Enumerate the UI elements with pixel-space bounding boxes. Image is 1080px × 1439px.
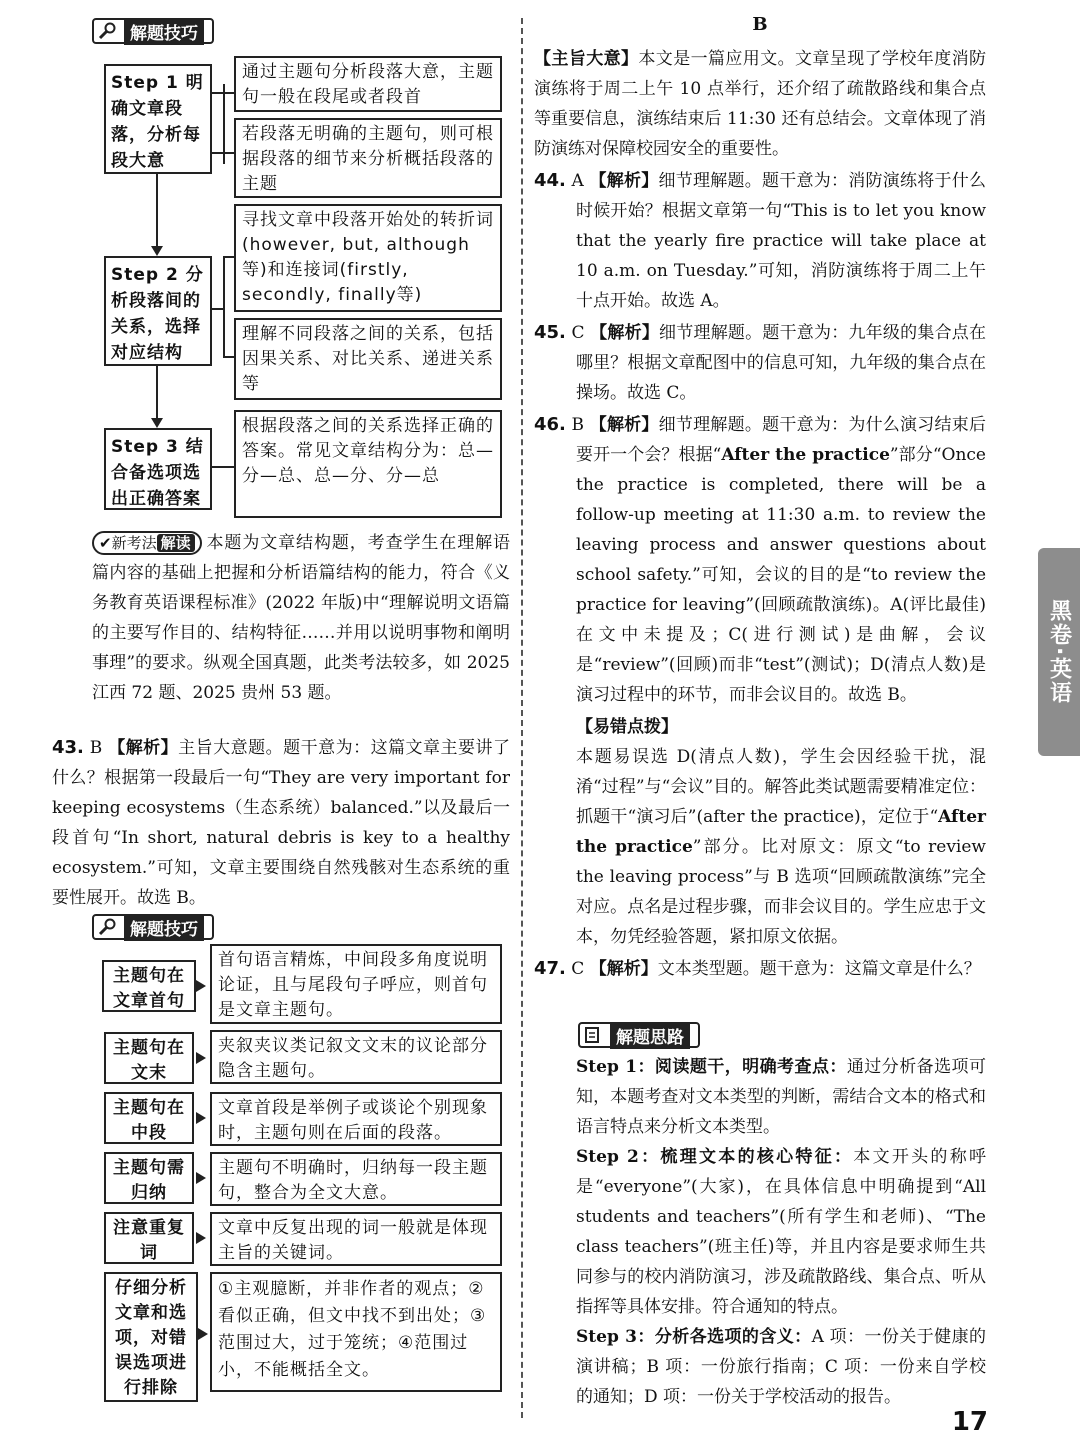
xinkaofa-text: 本题为文章结构题，考查学生在理解语篇内容的基础上把握和分析语篇结构的能力，符合《义务教育英语课程标准》(2022 年版)中“理解说明文语篇的主要写作目的、结构特征……并用以说明事物和阐明事理”的要求。纵观全国真题，此类考法较多，如 2025 江西 72 题、2025 贵州 53 题。 [92, 533, 510, 703]
think-step-3: Step 3：分析各选项的含义：A 项：一份关于健康的演讲稿；B 项：一份旅行指南；C 项：一份来自学校的通知；D 项：一份关于学校活动的报告。 [576, 1327, 986, 1407]
q43: 43. B 【解析】主旨大意题。题干意为：这篇文章主要讲了什么？根据第一段最后一句“They are very important for keeping ecosystems（生态系统）balanced.”以及最后一段首句“In short, natural debris is key to a healthy ecosystem.”可知，文章主要围绕自然残骸对生态系统的重要性展开。故选 B。 [52, 737, 511, 908]
column-divider [521, 18, 523, 1418]
q47: 47. C 【解析】文本类型题。题干意为：这篇文章是什么？ [534, 958, 981, 979]
topic-cap-3: 主题句在中段 [104, 1092, 194, 1144]
check-icon: ✔ [99, 534, 112, 552]
topic-cap-6: 仔细分析文章和选项，对错误选项进行排除 [104, 1272, 198, 1402]
main-idea-text: 本文是一篇应用文。文章呈现了学校年度消防演练将于周二上午 10 点举行，还介绍了疏散路线和集合点等重要信息，演练结束后 11:30 还有总结会。文章体现了消防演练对保障校园安全的重要性。 [534, 49, 987, 159]
topic-note-1: 首句语言精炼，中间段多角度说明论证，且与尾段句子呼应，则首句是文章主题句。 [210, 944, 502, 1024]
flow-step3-note: 根据段落之间的关系选择正确的答案。常见文章结构分为：总—分—总、总—分、分—总 [234, 410, 502, 518]
flow-step-3: Step 3 结合备选项选出正确答案 [104, 428, 212, 510]
q47-text: 文本类型题。题干意为：这篇文章是什么？ [657, 959, 981, 979]
notepad-icon [584, 1026, 602, 1044]
topic-note-4: 主题句不明确时，归纳每一段主题句，整合为全文大意。 [210, 1152, 502, 1206]
q46: 46. B 【解析】细节理解题。题干意为：为什么演习结束后要开一个会？根据“After the practice”部分“Once the practice is completed, there will be a follow-up meeting at 11:30 a.m. to review the leaving process and answer questions about school safety.”可知，会议的目的是“to review the practice for leaving”(回顾疏散演练)。A(评比最佳)在文中未提及；C(进行测试)是曲解，会议是“review”(回顾)而非“test”(测试)；D(清点人数)是演习过程中的环节，而非会议目的。故选 B。 [534, 414, 987, 705]
topic-note-6: ①主观臆断，并非作者的观点；②看似正确，但文中找不到出处；③范围过大，过于笼统；④范围过小，不能概括全文。 [210, 1272, 502, 1392]
think-steps [576, 1052, 986, 1412]
main-idea: 【主旨大意】本文是一篇应用文。文章呈现了学校年度消防演练将于周二上午 10 点举行，还介绍了疏散路线和集合点等重要信息，演练结束后 11:30 还有总结会。文章体现了消防演练对保障校园安全的重要性。 [534, 49, 987, 159]
flow-step-2: Step 2 分析段落间的关系，选择对应结构 [104, 256, 212, 366]
flow-step-1: Step 1 明确文章段落，分析每段大意 [104, 64, 212, 174]
xinkaofa-badge: ✔新考法 解读 [92, 531, 202, 555]
wrench-icon [98, 22, 116, 40]
xinkaofa-section [92, 528, 510, 708]
topic-cap-2: 主题句在文末 [104, 1032, 194, 1084]
q45-text: 细节理解题。题干意为：九年级的集合点在哪里？根据文章配图中的信息可知，九年级的集合点在操场。故选 C。 [576, 323, 987, 403]
q44: 44. A 【解析】细节理解题。题干意为：消防演练将于什么时候开始？根据文章第一句“This is to let you know that the yearly fire practice will take place at 10 a.m. on Tuesday.”可知，消防演练将于周二上午十点开始。故选 A。 [534, 170, 987, 311]
wrench-icon [98, 918, 116, 936]
think-step-1: Step 1：阅读题干，明确考查点：通过分析备选项可知，本题考查对文本类型的判断，需结合文本的格式和语言特点来分析文本类型。 [576, 1057, 986, 1137]
flow-step1-note-1: 通过主题句分析段落大意，主题句一般在段尾或者段首 [234, 56, 502, 112]
topic-cap-5: 注意重复词 [104, 1212, 194, 1264]
flowchart-steps [92, 56, 510, 526]
q45: 45. C 【解析】细节理解题。题干意为：九年级的集合点在哪里？根据文章配图中的信息可知，九年级的集合点在操场。故选 C。 [534, 322, 987, 403]
think-step-2: Step 2：梳理文本的核心特征：本文开头的称呼是“everyone”(大家)，在具体信息中明确提到“All students and teachers”(所有学生和老师)、“The class teachers”(班主任)等，并且内容是要求师生共同参与的校内消防演习，涉及疏散路线、集合点、听从指挥等具体安排。符合通知的特点。 [576, 1147, 986, 1317]
topic-note-5: 文章中反复出现的词一般就是体现主旨的关键词。 [210, 1212, 502, 1266]
flow-step2-note-2: 理解不同段落之间的关系，包括因果关系、对比关系、递进关系等 [234, 318, 502, 400]
side-tab: 黑卷·英语 [1038, 548, 1080, 756]
topic-note-2: 夹叙夹议类记叙文文末的议论部分隐含主题句。 [210, 1030, 502, 1084]
q44-text: 细节理解题。题干意为：消防演练将于什么时候开始？根据文章第一句“This is to let you know that the yearly fire practice will take place at 10 a.m. on Tuesday.”可知，消防演练将于周二上午十点开始。故选 A。 [576, 171, 987, 311]
error-tip: 【易错点拨】 本题易误选 D(清点人数)，学生会因经验干扰，混淆“过程”与“会议”目的。解答此类试题需要精准定位：抓题干“演习后”(after the practice)，定位于“After the practice”部分。比对原文：原文“to review the leaving process”与 B 选项“回顾疏散演练”完全对应。点名是过程步骤，而非会议目的。学生应忠于文本，勿凭经验答题，紧扣原文依据。 [576, 717, 986, 947]
tip-header-2: 解题技巧 [92, 914, 214, 940]
tip-header-1: 解题技巧 [92, 18, 214, 44]
think-header: 解题思路 [578, 1022, 700, 1048]
topic-cap-1: 主题句在文章首句 [102, 960, 196, 1012]
q43-text: 主旨大意题。题干意为：这篇文章主要讲了什么？根据第一段最后一句“They are very important for keeping ecosystems（生态系统）balanced.”以及最后一段首句“In short, natural debris is key to a healthy ecosystem.”可知，文章主要围绕自然残骸对生态系统的重要性展开。故选 B。 [52, 738, 511, 908]
flowchart-topic-sentence [92, 944, 510, 1414]
page-number: 17 [951, 1407, 988, 1437]
section-label: B [752, 14, 768, 35]
topic-cap-4: 主题句需归纳 [104, 1152, 194, 1204]
flow-step1-note-2: 若段落无明确的主题句，则可根据段落的细节来分析概括段落的主题 [234, 118, 502, 198]
topic-note-3: 文章首段是举例子或谈论个别现象时，主题句则在后面的段落。 [210, 1092, 502, 1146]
flow-step2-note-1: 寻找文章中段落开始处的转折词(however, but, although 等)和连接词(firstly, secondly, finally等) [234, 204, 502, 312]
